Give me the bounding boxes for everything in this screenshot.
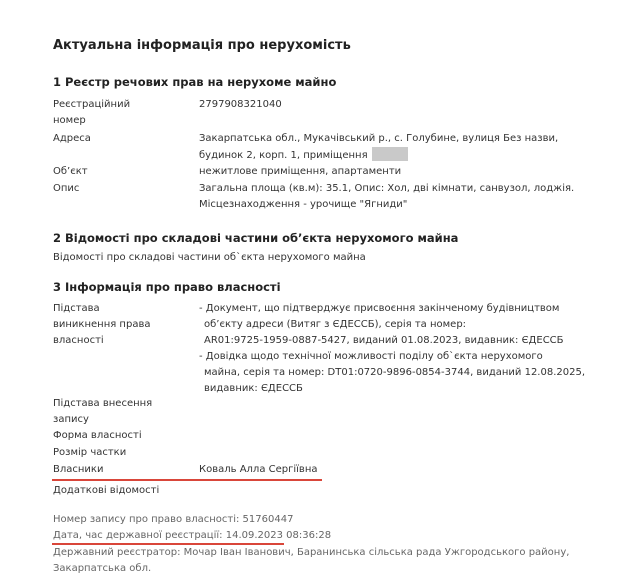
ownership-basis-label-line1: Підстава [53, 303, 100, 314]
ownership-basis-line-4: - Довідка щодо технічної можливості поділу об`єкта нерухомого [199, 351, 543, 362]
owners-label: Власники [53, 464, 104, 475]
description-line-1: Загальна площа (кв.м): 35.1, Опис: Хол, дві кімнати, санвузол, лоджія. [199, 183, 575, 194]
page-title: Актуальна інформація про нерухомість [53, 38, 351, 53]
section-2-heading: 2 Відомості про складові частини об’єкта нерухомого майна [53, 231, 459, 245]
address-line-2-text: будинок 2, корп. 1, приміщення [199, 150, 368, 161]
description-label: Опис [53, 183, 80, 194]
section-1-heading: 1 Реєстр речових прав на нерухоме майно [53, 75, 337, 89]
registration-number-label-line1: Реєстраційний [53, 99, 131, 110]
redacted-block [372, 147, 408, 161]
ownership-basis-line-2: об’єкту адреси (Витяг з ЄДЕССБ), серія та номер: [204, 319, 467, 330]
registrar-line-1: Державний реєстратор: Мочар Іван Іванович, Баранинська сільська рада Ужгородського району, [53, 547, 570, 558]
registrar-line-2: Закарпатська обл. [53, 563, 152, 574]
ownership-form-label: Форма власності [53, 430, 142, 441]
description-line-2: Місцезнаходження - урочище "Ягниди" [199, 199, 408, 210]
owners-highlight-underline [52, 479, 322, 481]
address-value [199, 131, 558, 164]
record-number: Номер запису про право власності: 51760447 [53, 514, 294, 525]
entry-basis-label-line1: Підстава внесення [53, 398, 153, 409]
ownership-basis-value [199, 301, 585, 397]
registration-number-label [53, 97, 130, 129]
additional-info-label: Додаткові відомості [53, 485, 160, 496]
section-2-text: Відомості про складові частини об`єкта нерухомого майна [53, 252, 366, 263]
entry-basis-label [53, 396, 152, 428]
ownership-basis-line-1: - Документ, що підтверджує присвоєння закінченому будівництвом [199, 303, 560, 314]
registration-number-label-line2: номер [53, 115, 86, 126]
ownership-basis-label-line2: виникнення права [53, 319, 151, 330]
ownership-basis-line-6: видавник: ЄДЕССБ [204, 383, 303, 394]
description-value [199, 181, 574, 213]
object-label: Об’єкт [53, 166, 88, 177]
ownership-basis-label [53, 301, 150, 349]
address-line-2 [199, 147, 558, 164]
entry-basis-label-line2: запису [53, 414, 89, 425]
ownership-basis-line-3: AR01:9725-1959-0887-5427, виданий 01.08.2023, видавник: ЄДЕССБ [204, 335, 564, 346]
owners-value: Коваль Алла Сергіївна [199, 464, 318, 475]
registration-datetime: Дата, час державної реєстрації: 14.09.2023 08:36:28 [53, 530, 332, 541]
ownership-basis-line-5: майна, серія та номер: DT01:0720-9896-0854-3744, виданий 12.08.2025, [204, 367, 586, 378]
share-size-label: Розмір частки [53, 447, 127, 458]
registrar-info [53, 545, 569, 577]
object-value: нежитлове приміщення, апартаменти [199, 166, 402, 177]
section-3-heading: 3 Інформація про право власності [53, 280, 281, 294]
address-line-1: Закарпатська обл., Мукачівський р., с. Голубине, вулиця Без назви, [199, 133, 559, 144]
registration-number-value: 2797908321040 [199, 99, 282, 110]
ownership-basis-label-line3: власності [53, 335, 104, 346]
address-label: Адреса [53, 133, 91, 144]
